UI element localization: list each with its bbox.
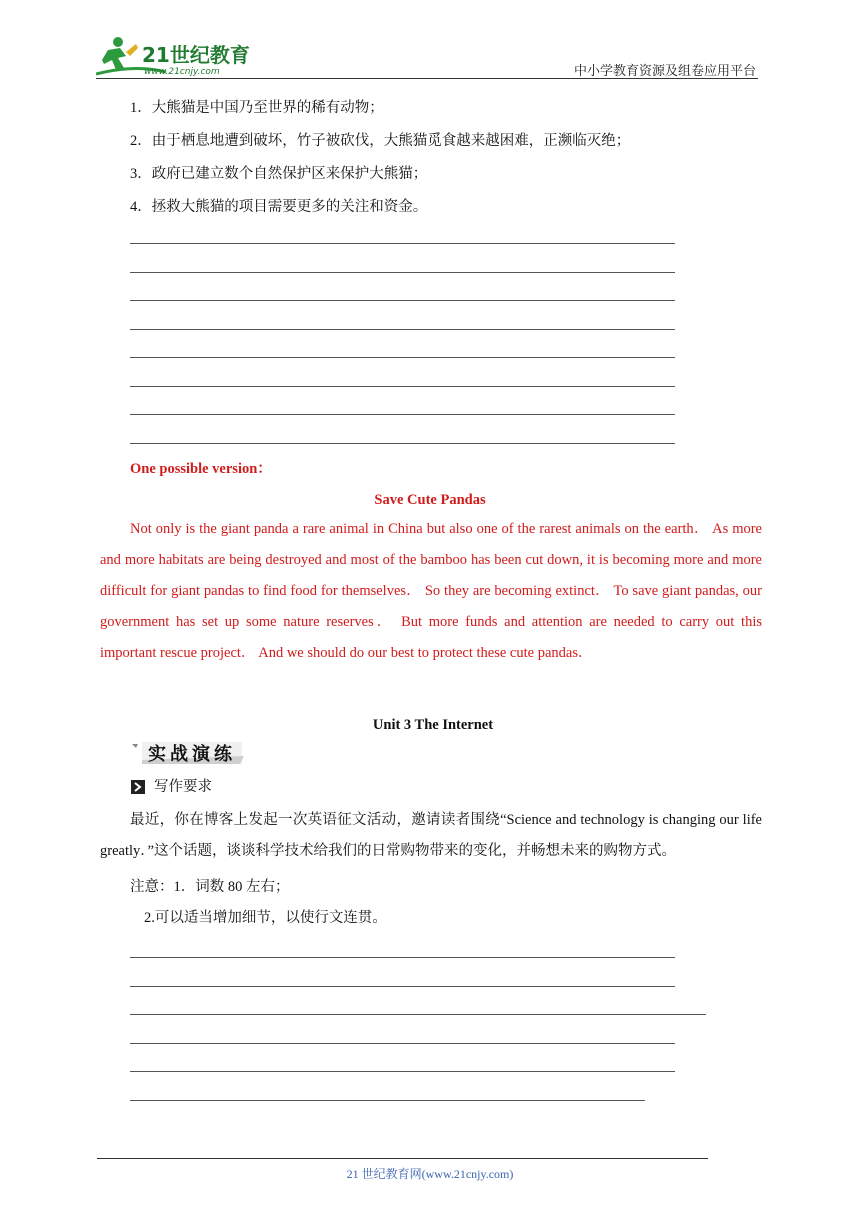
unit-title: Unit 3 The Internet: [372, 717, 494, 733]
point-3: 3．政府已建立数个自然保护区来保护大熊猫；: [130, 166, 428, 182]
blank-line: [130, 272, 675, 273]
runner-logo-icon: [96, 34, 256, 78]
point-4: 4．拯救大熊猫的项目需要更多的关注和资金。: [130, 199, 428, 215]
banner-text: 实战演练: [148, 744, 236, 765]
note-1: 注意：1．词数 80 左右；: [130, 879, 290, 895]
sample-label: One possible version：: [130, 461, 272, 477]
requirements-heading: 写作要求: [154, 779, 212, 795]
footer-link[interactable]: 21 世纪教育网(www.21cnjy.com): [346, 1167, 514, 1181]
blank-line: [130, 414, 675, 415]
site-logo: [96, 34, 256, 78]
blank-line: [130, 329, 675, 330]
header-divider: [96, 78, 758, 79]
blank-line: [130, 243, 675, 244]
point-1: 1．大熊猫是中国乃至世界的稀有动物；: [130, 100, 384, 116]
point-2: 2．由于栖息地遭到破坏，竹子被砍伐，大熊猫觅食越来越困难，正濒临灭绝；: [130, 133, 631, 149]
essay-body: Not only is the giant panda a rare animal in China but also one of the rarest animals on the earth． As more and more habitats are being destroyed and most of the bamboo has been cut down, it is becoming more and more difficult for giant pandas to find food for themselves． So they are becoming extinct． To save giant pandas, our government has set up some nature reserves． But more funds and attention are needed to carry out this important rescue project． And we should do our best to protect these cute pandas．: [100, 521, 762, 661]
writing-prompt: 最近，你在博客上发起一次英语征文活动，邀请读者围绕“Science and technology is changing our life greatly．”这个话题，谈谈科学技术给我们的日常购物带来的变化，并畅想未来的购物方式。: [100, 812, 762, 859]
platform-name: 中小学教育资源及组卷应用平台: [573, 63, 756, 78]
arrow-box-icon: [131, 780, 145, 794]
blank-line: [130, 357, 675, 358]
footer-divider: [97, 1158, 708, 1159]
blank-line: [130, 386, 675, 387]
practice-banner: [132, 738, 252, 768]
blank-line: [130, 1071, 675, 1072]
blank-line: [130, 957, 675, 958]
blank-line: [130, 1100, 645, 1101]
blank-line: [130, 443, 675, 444]
blank-line: [130, 300, 675, 301]
blank-line: [130, 986, 675, 987]
blank-line: [130, 1043, 675, 1044]
svg-text:www.21cnjy.com: www.21cnjy.com: [144, 67, 220, 77]
blank-line: [130, 1014, 706, 1015]
note-2: 2.可以适当增加细节，以使行文连贯。: [144, 910, 387, 926]
svg-text:21世纪教育: 21世纪教育: [142, 43, 250, 67]
essay-title: Save Cute Pandas: [374, 492, 486, 508]
